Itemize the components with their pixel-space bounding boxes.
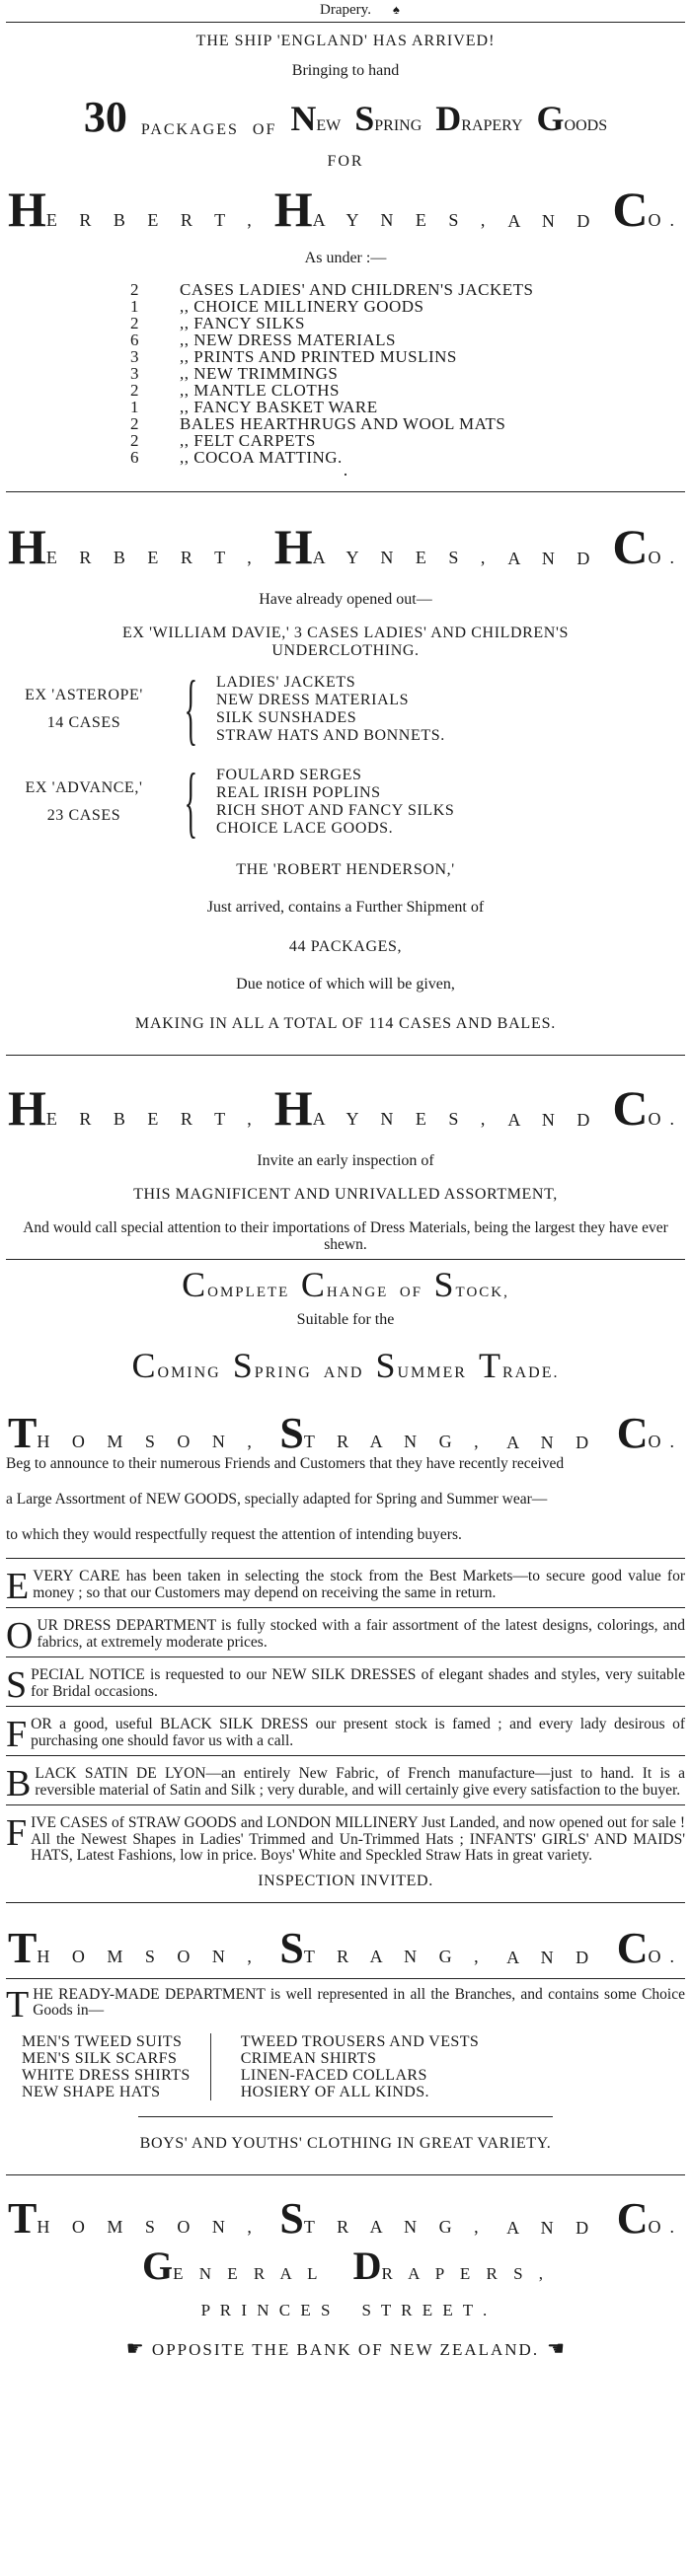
- rest-herbert: E R B E R T ,: [45, 210, 261, 230]
- notice-paragraphs: [0, 1566, 691, 1865]
- request-attention: to which they would respectfully request the attention of intending buyers.: [6, 1526, 462, 1543]
- firm-part-and: A N D: [506, 2217, 598, 2238]
- list-item: [130, 331, 691, 348]
- firm-part-haynes: [273, 1080, 495, 1136]
- spade-ornament-icon: ♠: [393, 2, 400, 17]
- rest-stock: TOCK,: [455, 1285, 509, 1300]
- firm-part-thomson: [8, 1923, 261, 1972]
- advertisement-invite-inspection: [0, 1056, 691, 1253]
- list-item: FOULARD SERGES: [216, 767, 362, 783]
- short-rule: [138, 2116, 553, 2117]
- shipment-advance: [0, 759, 691, 846]
- firm-part-and: A N D: [506, 1947, 598, 1967]
- initial-s: S: [375, 1346, 398, 1385]
- due-notice: Due notice of which will be given,: [236, 976, 455, 993]
- list-item: NEW SHAPE HATS: [22, 2083, 161, 2100]
- section-rule: [6, 1558, 685, 1559]
- firm-part-herbert: [8, 182, 261, 237]
- list-item: [130, 281, 691, 298]
- firm-part-co: [612, 519, 683, 574]
- drop-cap: S: [6, 1664, 28, 1706]
- firm-part-co: [616, 1409, 683, 1458]
- initial-g: G: [536, 99, 565, 138]
- advance-ship-name: EX 'ADVANCE,': [25, 779, 143, 796]
- opposite-bank: [0, 2336, 691, 2361]
- list-item: LADIES' JACKETS: [216, 674, 356, 691]
- paragraph-text: OR a good, useful BLACK SILK DRESS our present stock is famed ; and every lady desirous of purchasing one should favor us with a call.: [31, 1716, 685, 1749]
- suitable-for: Suitable for the: [296, 1311, 395, 1328]
- item-description: ,, PRINTS AND PRINTED MUSLINS: [180, 347, 457, 366]
- ex-william-davie: EX 'WILLIAM DAVIE,' 3 CASES LADIES' AND CHILDREN'S: [122, 625, 569, 641]
- drop-cap: T: [6, 1983, 30, 2025]
- advertisement-footer: [0, 2175, 691, 2361]
- firm-part-haynes: [273, 182, 495, 237]
- initial-s: S: [433, 1265, 456, 1304]
- list-item: SILK SUNSHADES: [216, 709, 357, 726]
- rest-change: HANGE: [326, 1285, 389, 1300]
- rest-summer: UMMER: [397, 1364, 467, 1381]
- rest-new: EW: [316, 117, 342, 134]
- initial-s: S: [279, 2193, 304, 2243]
- initial-c: C: [612, 182, 649, 237]
- initial-h: H: [8, 519, 46, 574]
- drop-cap: B: [6, 1763, 32, 1804]
- firm-part-co: [616, 2193, 683, 2243]
- item-quantity: 3: [130, 364, 139, 383]
- list-item: LINEN-FACED COLLARS: [240, 2066, 427, 2084]
- advertisement-complete-change: [0, 1260, 691, 1386]
- rest-drapers: R A P E R S ,: [381, 2263, 550, 2283]
- advertisement-ship-england: [0, 23, 691, 484]
- rest-herbert: E R B E R T ,: [45, 548, 261, 567]
- word-for: FOR: [327, 153, 364, 170]
- item-description: BALES HEARTHRUGS AND WOOL MATS: [180, 414, 506, 433]
- initial-s: S: [354, 99, 375, 138]
- large-assortment: a Large Assortment of NEW GOODS, specially adapted for Spring and Summer wear—: [6, 1491, 548, 1508]
- initial-n: N: [290, 99, 317, 138]
- rest-haynes: A Y N E S ,: [312, 210, 495, 230]
- rest-thomson: H O M S O N ,: [37, 1432, 261, 1452]
- item-description: ,, NEW DRESS MATERIALS: [180, 331, 396, 349]
- rest-co: O.: [648, 210, 683, 230]
- advance-label: [0, 774, 168, 830]
- general-drapers: [0, 2243, 691, 2289]
- bringing-to-hand: Bringing to hand: [291, 62, 400, 79]
- rest-drapery: RAPERY: [461, 117, 523, 134]
- initial-d: D: [352, 2243, 382, 2288]
- list-item: [130, 315, 691, 331]
- notice-paragraph: [0, 1812, 691, 1865]
- initial-c: C: [612, 519, 649, 574]
- list-item: TWEED TROUSERS AND VESTS: [240, 2032, 480, 2050]
- asterope-cases: 14 CASES: [46, 714, 121, 731]
- firm-part-co: [616, 1923, 683, 1972]
- item-description: ,, MANTLE CLOTHS: [180, 381, 340, 400]
- separator-dot: ·: [343, 465, 348, 484]
- asterope-items: [216, 674, 445, 745]
- paragraph-text: VERY CARE has been taken in selecting the stock from the Best Markets—to secure good value for money ; so that our Customers may depend on receiving the same in return.: [33, 1568, 685, 1601]
- initial-c: C: [616, 2193, 649, 2243]
- opposite-bank-text: OPPOSITE THE BANK OF NEW ZEALAND.: [151, 2339, 540, 2359]
- item-quantity: 2: [130, 431, 139, 450]
- initial-t: T: [8, 1923, 38, 1972]
- list-item: MEN'S SILK SCARFS: [22, 2049, 178, 2067]
- brace-icon: {: [184, 759, 198, 846]
- section-title: Drapery.: [320, 2, 371, 18]
- firm-part-thomson: [8, 1409, 261, 1458]
- advance-items: [216, 767, 454, 838]
- rest-strang: T R A N G ,: [303, 1432, 488, 1452]
- initial-s: S: [279, 1409, 304, 1458]
- invite-text: Invite an early inspection of: [257, 1152, 434, 1169]
- item-description: ,, NEW TRIMMINGS: [180, 364, 339, 383]
- word-goods: [537, 98, 608, 139]
- item-description: ,, FELT CARPETS: [180, 431, 316, 450]
- item-quantity: 2: [130, 314, 139, 332]
- boys-youths-clothing: BOYS' AND YOUTHS' CLOTHING IN GREAT VARIETY.: [139, 2134, 552, 2152]
- page-header: [0, 0, 691, 22]
- goods-list: [130, 281, 691, 466]
- brace-icon: {: [184, 666, 198, 753]
- column-divider: [210, 2033, 211, 2100]
- firm-part-strang: [279, 2193, 488, 2243]
- initial-c: C: [616, 1923, 649, 1972]
- drop-cap: E: [6, 1566, 30, 1607]
- item-quantity: 2: [130, 381, 139, 400]
- rest-spring: PRING: [254, 1364, 312, 1381]
- rest-coming: OMING: [157, 1364, 221, 1381]
- item-description: ,, COCOA MATTING.: [180, 448, 343, 467]
- initial-d: D: [435, 99, 462, 138]
- paragraph-rule: [6, 1804, 685, 1805]
- underclothing: UNDERCLOTHING.: [271, 642, 420, 659]
- list-item: CHOICE LACE GOODS.: [216, 820, 394, 837]
- firm-name-thomson-strang: [0, 1923, 691, 1972]
- ready-made-left-column: [22, 2033, 191, 2100]
- already-opened: Have already opened out—: [259, 591, 432, 608]
- asterope-ship-name: EX 'ASTEROPE': [25, 687, 143, 703]
- drop-cap: F: [6, 1714, 28, 1755]
- firm-part-and: A N D: [507, 211, 599, 231]
- list-item: [130, 415, 691, 432]
- robert-henderson: THE 'ROBERT HENDERSON,': [236, 861, 455, 878]
- rest-haynes: A Y N E S ,: [312, 1109, 495, 1129]
- list-item: WHITE DRESS SHIRTS: [22, 2066, 191, 2084]
- list-item: HOSIERY OF ALL KINDS.: [240, 2083, 429, 2100]
- beg-to-announce: Beg to announce to their numerous Friends and Customers that they have recently received: [6, 1455, 565, 1472]
- list-item: [130, 432, 691, 449]
- total-cases: MAKING IN ALL A TOTAL OF 114 CASES AND BALES.: [134, 1015, 557, 1032]
- ship-arrived-headline: THE SHIP 'ENGLAND' HAS ARRIVED!: [195, 33, 496, 49]
- firm-part-thomson: [8, 2193, 261, 2243]
- drop-cap: F: [6, 1812, 28, 1854]
- list-item: CRIMEAN SHIRTS: [240, 2049, 377, 2067]
- item-quantity: 6: [130, 331, 139, 349]
- list-item: RICH SHOT AND FANCY SILKS: [216, 802, 455, 819]
- firm-part-strang: [279, 1409, 488, 1458]
- special-attention: And would call special attention to their importations of Dress Materials, being the largest they have ever shewn.: [23, 1219, 668, 1253]
- list-item: [130, 382, 691, 399]
- rest-herbert: E R B E R T ,: [45, 1109, 261, 1129]
- firm-name-herbert-haynes: [0, 1080, 691, 1136]
- firm-part-co: [612, 1080, 683, 1136]
- list-item: REAL IRISH POPLINS: [216, 784, 381, 801]
- initial-h: H: [273, 182, 313, 237]
- paragraph-text: LACK SATIN DE LYON—an entirely New Fabric, of French manufacture—just to hand. It is a reversible material of Satin and Silk ; very durable, and will certainly give every satisfaction to the buyer.: [35, 1765, 685, 1799]
- rest-haynes: A Y N E S ,: [312, 548, 495, 567]
- complete-change-of-stock: [0, 1264, 691, 1305]
- firm-part-and: A N D: [507, 1110, 599, 1130]
- rest-co: O.: [648, 1109, 683, 1129]
- paragraph-rule: [6, 1706, 685, 1707]
- list-item: STRAW HATS AND BONNETS.: [216, 727, 445, 744]
- firm-name-thomson-strang: [0, 2193, 691, 2243]
- item-quantity: 6: [130, 448, 139, 467]
- initial-c: C: [616, 1409, 649, 1458]
- rest-strang: T R A N G ,: [303, 2216, 488, 2237]
- word-spring: [354, 98, 422, 139]
- list-item: [130, 348, 691, 365]
- notice-paragraph: [0, 1615, 691, 1656]
- firm-name-herbert-haynes: [0, 181, 691, 237]
- list-item: [130, 399, 691, 415]
- initial-h: H: [273, 519, 313, 574]
- firm-part-herbert: [8, 519, 261, 574]
- initial-t: T: [478, 1346, 502, 1385]
- coming-spring-summer-trade: [0, 1345, 691, 1386]
- pointing-hand-right-icon: ☛: [545, 2337, 566, 2360]
- asterope-label: [0, 682, 168, 737]
- rest-goods: OODS: [564, 117, 608, 134]
- notice-paragraph: [0, 1714, 691, 1755]
- word-drapery: [435, 98, 522, 139]
- advertisement-ready-made: [0, 1903, 691, 2153]
- firm-part-and: A N D: [507, 549, 599, 568]
- paragraph-rule: [6, 1755, 685, 1756]
- pointing-hand-left-icon: ☛: [125, 2337, 146, 2360]
- inspection-invited: INSPECTION INVITED.: [258, 1872, 433, 1889]
- word-new: [290, 98, 341, 139]
- firm-part-herbert: [8, 1080, 261, 1136]
- rest-thomson: H O M S O N ,: [37, 2216, 261, 2237]
- list-item: [130, 449, 691, 466]
- initial-g: G: [141, 2243, 174, 2288]
- firm-part-and: A N D: [506, 1433, 598, 1452]
- word-packages: PACKAGES: [140, 121, 239, 138]
- firm-name-herbert-haynes: [0, 519, 691, 574]
- drop-cap: O: [6, 1615, 34, 1656]
- paragraph-text: UR DRESS DEPARTMENT is fully stocked with a fair assortment of the latest designs, colorings, and fabrics, at extremely moderate prices.: [37, 1617, 685, 1651]
- initial-h: H: [273, 1080, 313, 1136]
- ready-made-paragraph: [0, 1983, 691, 2025]
- rest-complete: OMPLETE: [207, 1285, 290, 1300]
- package-count: 30: [83, 93, 127, 141]
- initial-h: H: [8, 1080, 46, 1136]
- item-description: ,, FANCY BASKET WARE: [180, 398, 378, 416]
- advertisement-already-opened: [0, 492, 691, 1033]
- initial-c: C: [612, 1080, 649, 1136]
- packages-headline: [0, 92, 691, 139]
- package-count-44: 44 PACKAGES,: [288, 938, 403, 955]
- rest-trade: RADE.: [501, 1364, 560, 1381]
- initial-c: C: [182, 1265, 208, 1304]
- advance-cases: 23 CASES: [46, 807, 121, 824]
- item-quantity: 1: [130, 297, 139, 316]
- rest-thomson: H O M S O N ,: [37, 1946, 261, 1966]
- list-item: [130, 365, 691, 382]
- notice-paragraph: [0, 1664, 691, 1706]
- item-quantity: 2: [130, 280, 139, 299]
- rest-co: O.: [648, 1432, 683, 1452]
- list-item: MEN'S TWEED SUITS: [22, 2032, 183, 2050]
- initial-c: C: [300, 1265, 327, 1304]
- firm-name-thomson-strang: [0, 1409, 691, 1458]
- firm-part-co: [612, 182, 683, 237]
- item-quantity: 1: [130, 398, 139, 416]
- section-rule: [6, 1978, 685, 1979]
- initial-s: S: [279, 1923, 304, 1972]
- initial-h: H: [8, 182, 46, 237]
- initial-t: T: [8, 1409, 38, 1458]
- ready-made-right-column: [231, 2033, 669, 2100]
- rest-co: O.: [648, 1946, 683, 1966]
- just-arrived: Just arrived, contains a Further Shipment of: [206, 899, 485, 916]
- ready-made-text: HE READY-MADE DEPARTMENT is well represented in all the Branches, and contains some Choice Goods in—: [33, 1985, 685, 2019]
- initial-c: C: [131, 1346, 158, 1385]
- rest-general: E N E R A L: [173, 2263, 323, 2283]
- word-and: AND: [323, 1364, 364, 1381]
- advertisement-thomson-strang: [0, 1386, 691, 1890]
- item-description: ,, FANCY SILKS: [180, 314, 305, 332]
- rest-co: O.: [648, 2216, 683, 2237]
- initial-s: S: [232, 1346, 255, 1385]
- paragraph-text: PECIAL NOTICE is requested to our NEW SILK DRESSES of elegant shades and styles, very suitable for Bridal occasions.: [31, 1666, 685, 1700]
- firm-part-strang: [279, 1923, 488, 1972]
- rest-strang: T R A N G ,: [303, 1946, 488, 1966]
- item-quantity: 3: [130, 347, 139, 366]
- rest-spring: PRING: [374, 117, 422, 134]
- princes-street: P R I N C E S S T R E E T .: [200, 2300, 491, 2319]
- firm-part-haynes: [273, 519, 495, 574]
- shipment-asterope: [0, 666, 691, 753]
- ready-made-items: [0, 2033, 691, 2100]
- word-of: OF: [399, 1285, 423, 1300]
- initial-t: T: [8, 2193, 38, 2243]
- paragraph-rule: [6, 1656, 685, 1657]
- paragraph-text: IVE CASES of STRAW GOODS and LONDON MILLINERY Just Landed, and now opened out for sale ! All the Newest Shapes in Ladies' Trimmed and Un-Trimmed Hats ; INFANTS' GIRLS' AND MAIDS' HATS, Latest Fashions, low in price. Boys' White and Speckled Straw Hats in great variety.: [31, 1814, 685, 1864]
- word-of: OF: [252, 121, 277, 138]
- item-quantity: 2: [130, 414, 139, 433]
- paragraph-rule: [6, 1607, 685, 1608]
- magnificent-assortment: THIS MAGNIFICENT AND UNRIVALLED ASSORTMENT,: [133, 1186, 558, 1203]
- item-description: ,, CHOICE MILLINERY GOODS: [180, 297, 424, 316]
- item-description: CASES LADIES' AND CHILDREN'S JACKETS: [180, 280, 534, 299]
- notice-paragraph: [0, 1566, 691, 1607]
- as-under: As under :—: [304, 250, 387, 266]
- rest-co: O.: [648, 548, 683, 567]
- list-item: [130, 298, 691, 315]
- list-item: NEW DRESS MATERIALS: [216, 692, 410, 708]
- notice-paragraph: [0, 1763, 691, 1804]
